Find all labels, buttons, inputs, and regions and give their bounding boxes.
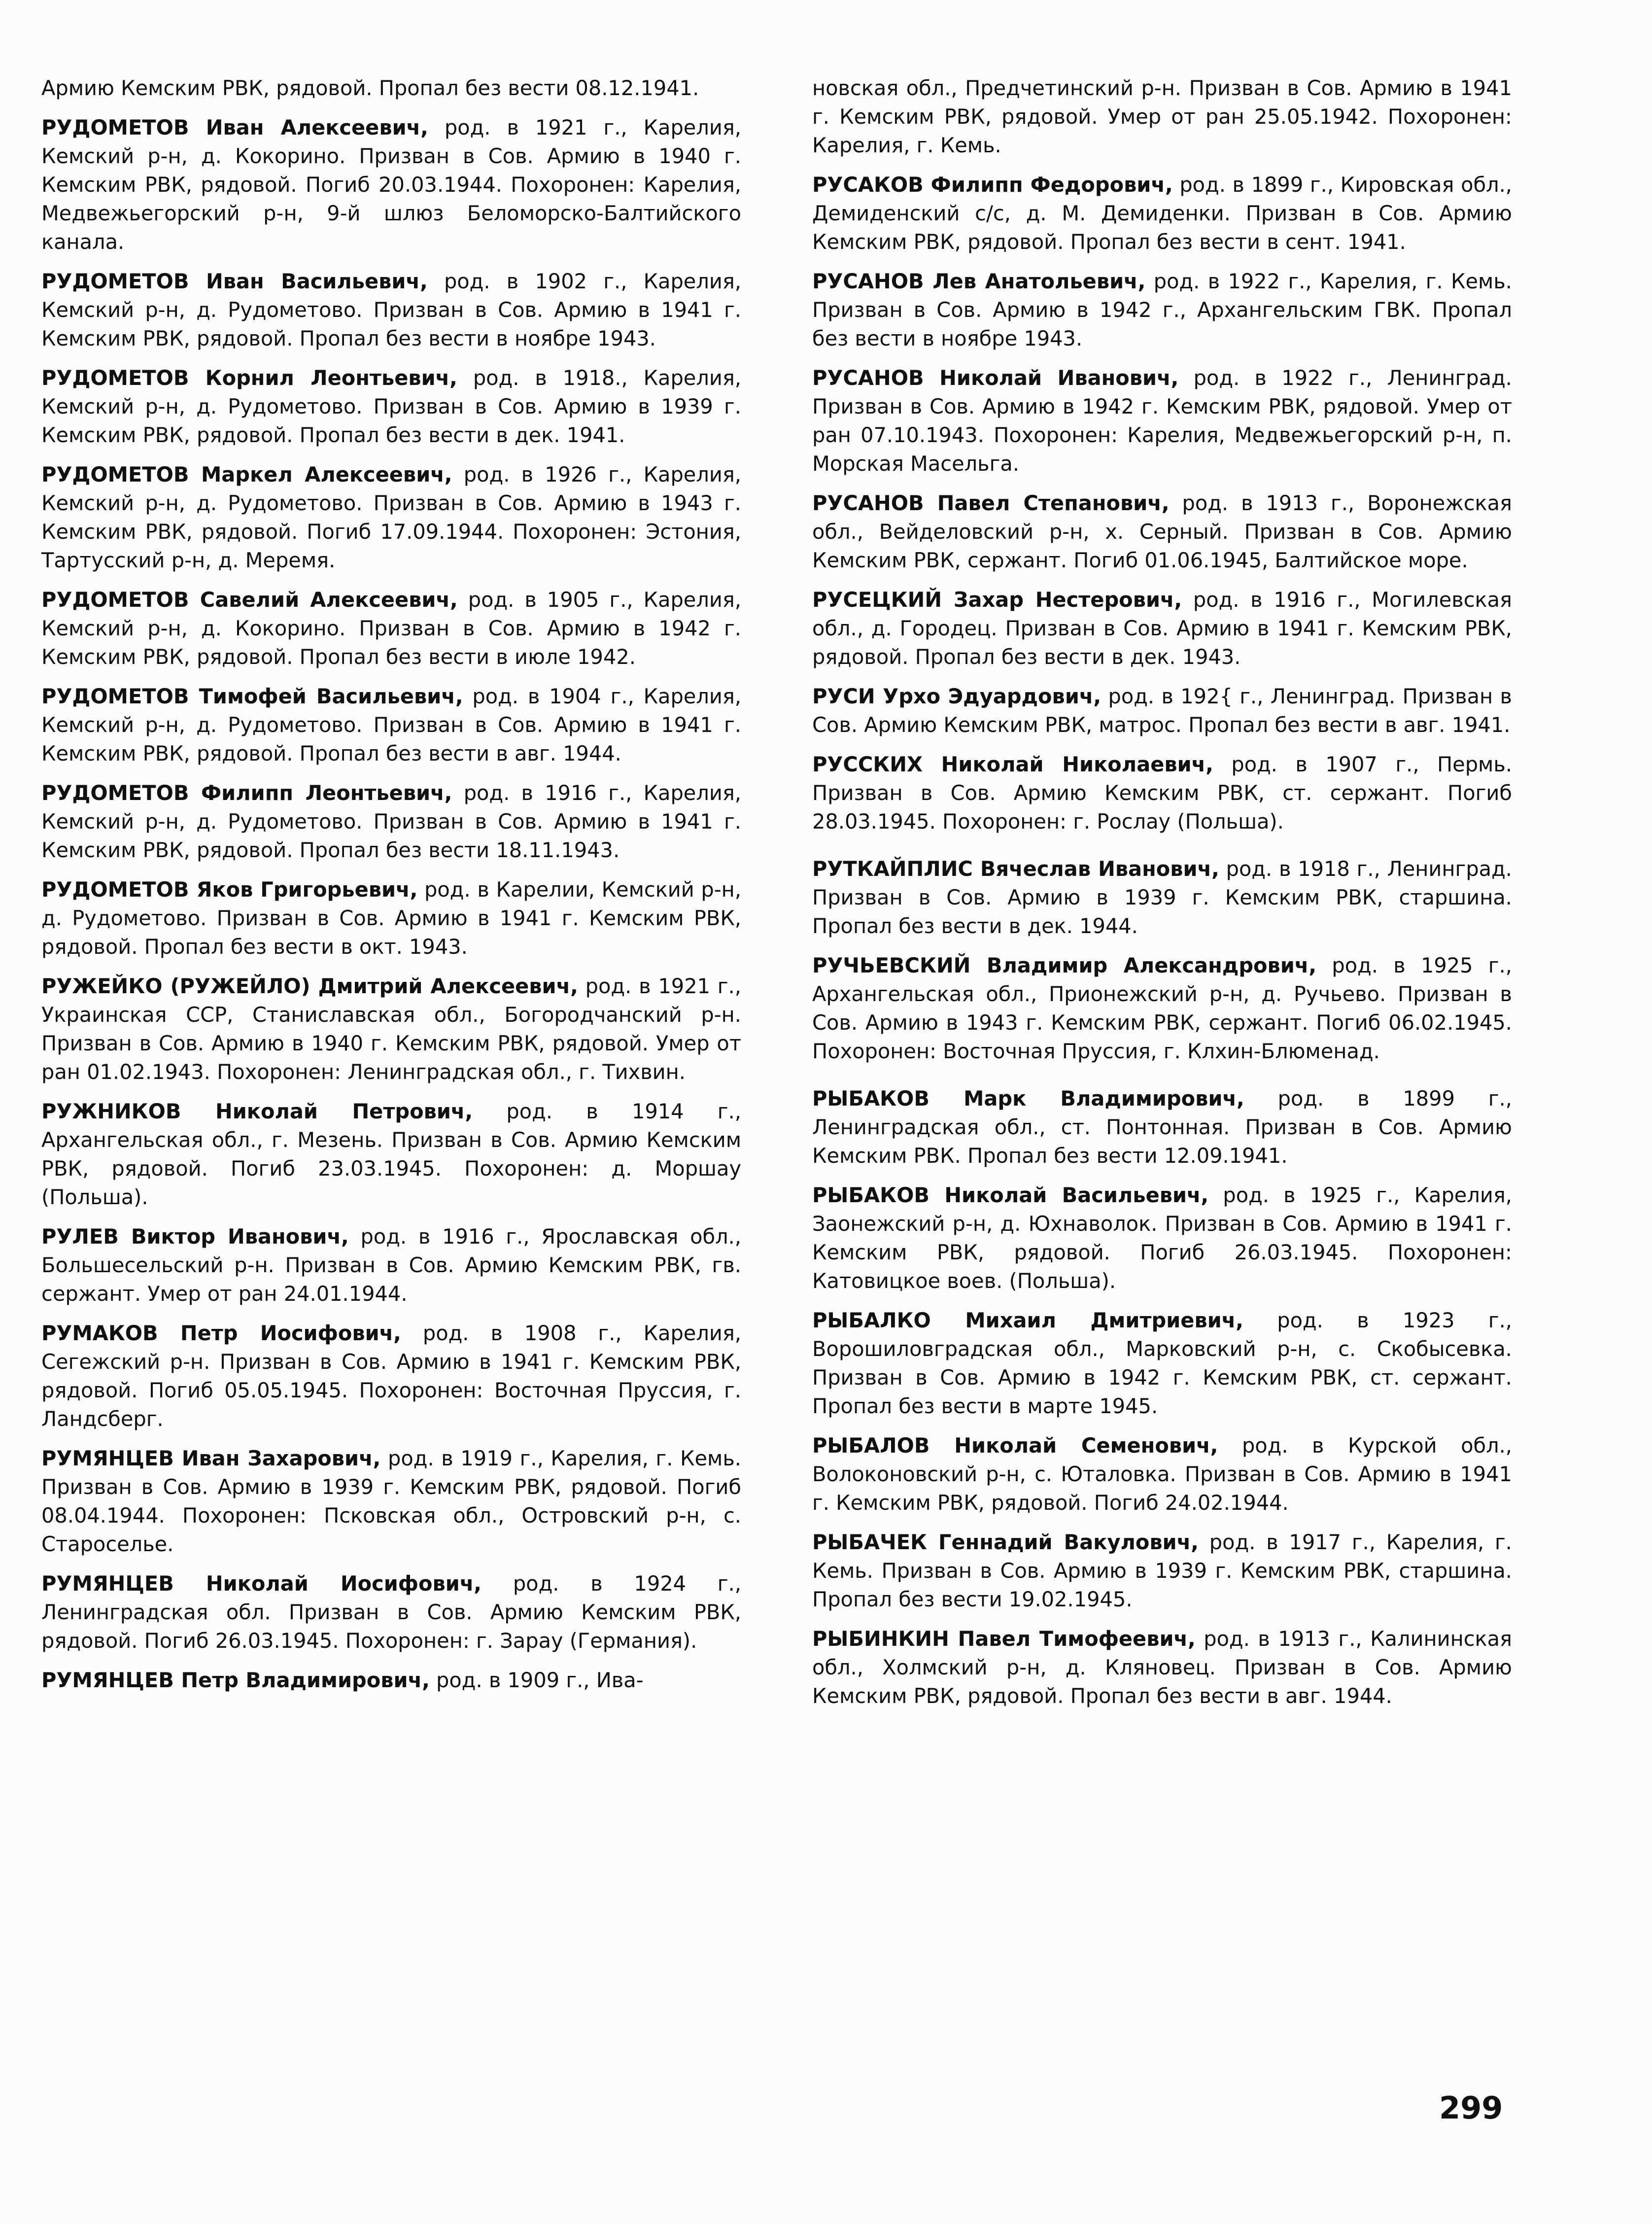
entry-name: РУМЯНЦЕВ Иван Захарович, bbox=[41, 1446, 381, 1470]
entry-name: РУСАКОВ Филипп Федорович, bbox=[812, 173, 1173, 197]
entry bbox=[812, 171, 1512, 256]
entry-text: род. в 1905 г., Карелия, Кемский р-н, д. Кокорино. Призван в Сов. Армию в 1942 г. Кемским РВК, рядовой. Пропал без вести в июле 1942. bbox=[41, 588, 741, 669]
entry bbox=[812, 364, 1512, 478]
entry bbox=[812, 1181, 1512, 1295]
entry-name: РУДОМЕТОВ Маркел Алексеевич, bbox=[41, 462, 452, 486]
entry-text: род. в 1921 г., Карелия, Кемский р-н, д. Кокорино. Призван в Сов. Армию в 1940 г. Кемским РВК, рядовой. Погиб 20.03.1944. Похоронен: Карелия, Медвежьегорский р-н, 9-й шлюз Беломорско-Балтийского канала. bbox=[41, 115, 741, 254]
entry bbox=[41, 113, 741, 256]
entry bbox=[812, 855, 1512, 940]
entry-text: род. в 1914 г., Архангельская обл., г. Мезень. Призван в Сов. Армию Кемским РВК, рядовой. Погиб 23.03.1945. Похоронен: д. Моршау (Польша). bbox=[41, 1099, 741, 1209]
entry-name: РУДОМЕТОВ Савелий Алексеевич, bbox=[41, 588, 458, 612]
entry-name: РУСАНОВ Лев Анатольевич, bbox=[812, 269, 1146, 293]
entry-name: РУДОМЕТОВ Тимофей Васильевич, bbox=[41, 684, 463, 708]
entry-text: род. в 1916 г., Ярославская обл., Большесельский р-н. Призван в Сов. Армию Кемским РВК, гв. сержант. Умер от ран 24.01.1944. bbox=[41, 1224, 741, 1306]
entry-text: род. в 1904 г., Карелия, Кемский р-н, д. Рудометово. Призван в Сов. Армию в 1941 г. Кемским РВК, рядовой. Пропал без вести в авг. 1944. bbox=[41, 684, 741, 765]
entry-name: РЫБИНКИН Павел Тимофеевич, bbox=[812, 1627, 1196, 1651]
entry bbox=[41, 779, 741, 865]
page-number: 299 bbox=[1439, 2090, 1503, 2126]
entry-name: РУСИ Урхо Эдуардович, bbox=[812, 684, 1101, 708]
entry-name: РУДОМЕТОВ Иван Васильевич, bbox=[41, 269, 428, 293]
entry-text: род. в 1917 г., Карелия, г. Кемь. Призван в Сов. Армию в 1939 г. Кемским РВК, старшина. Пропал без вести 19.02.1945. bbox=[812, 1530, 1512, 1611]
entry-text: род. в 1913 г., Калининская обл., Холмский р-н, д. Кляновец. Призван в Сов. Армию Кемским РВК, рядовой. Пропал без вести в авг. 1944. bbox=[812, 1627, 1512, 1708]
entry-text: род. в 1918., Карелия, Кемский р-н, д. Рудометово. Призван в Сов. Армию в 1939 г. Кемским РВК, рядовой. Пропал без вести в дек. 1941. bbox=[41, 366, 741, 447]
entry bbox=[41, 682, 741, 768]
entry-text: Армию Кемским РВК, рядовой. Пропал без вести 08.12.1941. bbox=[41, 76, 699, 100]
entry-name: РУМАКОВ Петр Иосифович, bbox=[41, 1321, 401, 1345]
entry-name: РУЖЕЙКО (РУЖЕЙЛО) Дмитрий Алексеевич, bbox=[41, 974, 578, 998]
entry-text: род. в Курской обл., Волоконовский р-н, с. Юталовка. Призван в Сов. Армию в 1941 г. Кемским РВК, рядовой. Погиб 24.02.1944. bbox=[812, 1433, 1512, 1515]
entry-name: РУМЯНЦЕВ Николай Иосифович, bbox=[41, 1571, 482, 1596]
left-column bbox=[41, 74, 741, 1705]
entry-name: РУСАНОВ Николай Иванович, bbox=[812, 366, 1179, 390]
entry-text: род. в 1916 г., Могилевская обл., д. Городец. Призван в Сов. Армию в 1941 г. Кемским РВК, рядовой. Пропал без вести в дек. 1943. bbox=[812, 588, 1512, 669]
entry bbox=[812, 951, 1512, 1066]
entry-name: РУДОМЕТОВ Филипп Леонтьевич, bbox=[41, 781, 452, 805]
entry-name: РЫБАКОВ Николай Васильевич, bbox=[812, 1183, 1209, 1207]
entry-text: род. в 1916 г., Карелия, Кемский р-н, д. Рудометово. Призван в Сов. Армию в 1941 г. Кемским РВК, рядовой. Пропал без вести 18.11.1943. bbox=[41, 781, 741, 862]
entry-text: род. в 1924 г., Ленинградская обл. Призван в Сов. Армию Кемским РВК, рядовой. Погиб 26.03.1945. Похоронен: г. Зарау (Германия). bbox=[41, 1571, 741, 1653]
entry-name: РЫБАЛКО Михаил Дмитриевич, bbox=[812, 1308, 1244, 1332]
entry bbox=[41, 586, 741, 671]
entry-text: род. в 1907 г., Пермь. Призван в Сов. Армию Кемским РВК, ст. сержант. Погиб 28.03.1945. Похоронен: г. Рослау (Польша). bbox=[812, 752, 1513, 834]
entry-name: РУЖНИКОВ Николай Петрович, bbox=[41, 1099, 473, 1123]
entry-name: РУДОМЕТОВ Иван Алексеевич, bbox=[41, 115, 428, 139]
entry-name: РУДОМЕТОВ Корнил Леонтьевич, bbox=[41, 366, 457, 390]
entry-text: род. в 1926 г., Карелия, Кемский р-н, д. Рудометово. Призван в Сов. Армию в 1943 г. Кемским РВК, рядовой. Погиб 17.09.1944. Похоронен: Эстония, Тартусский р-н, д. Меремя. bbox=[41, 462, 741, 572]
entry-text: род. в 1899 г., Кировская обл., Демиденский с/с, д. М. Демиденки. Призван в Сов. Армию Кемским РВК, рядовой. Пропал без вести в сент. 1941. bbox=[812, 173, 1512, 254]
entry bbox=[41, 1319, 741, 1433]
entry-name: РУЧЬЕВСКИЙ Владимир Александрович, bbox=[812, 953, 1317, 977]
entry bbox=[41, 1569, 741, 1655]
entry bbox=[41, 364, 741, 450]
entry-name: РЫБАКОВ Марк Владимирович, bbox=[812, 1086, 1244, 1111]
entry-name: РУТКАЙПЛИС Вячеслав Иванович, bbox=[812, 857, 1219, 881]
entry bbox=[41, 1666, 741, 1695]
entry bbox=[41, 74, 741, 103]
entry bbox=[812, 1431, 1512, 1517]
entry-text: род. в 1925 г., Карелия, Заонежский р-н, д. Юхнаволок. Призван в Сов. Армию в 1941 г. Кемским РВК, рядовой. Погиб 26.03.1945. Похоронен: Катовицкое воев. (Польша). bbox=[812, 1183, 1512, 1293]
entry-name: РУСЕЦКИЙ Захар Нестерович, bbox=[812, 588, 1182, 612]
entry-name: РУДОМЕТОВ Яков Григорьевич, bbox=[41, 877, 418, 902]
entry bbox=[812, 267, 1512, 353]
entry-text: род. в 1922 г., Карелия, г. Кемь. Призван в Сов. Армию в 1942 г., Архангельским ГВК. Пропал без вести в ноябре 1943. bbox=[812, 269, 1512, 350]
entry-name: РУЛЕВ Виктор Иванович, bbox=[41, 1224, 349, 1249]
entry bbox=[812, 586, 1512, 671]
right-column bbox=[812, 74, 1512, 1721]
entry bbox=[41, 1222, 741, 1308]
entry bbox=[41, 972, 741, 1086]
entry-text: род. в Карелии, Кемский р-н, д. Рудометово. Призван в Сов. Армию в 1941 г. Кемским РВК, рядовой. Пропал без вести в окт. 1943. bbox=[41, 877, 742, 959]
entry-text: род. в 1922 г., Ленинград. Призван в Сов. Армию в 1942 г. Кемским РВК, рядовой. Умер от ран 07.10.1943. Похоронен: Карелия, Медвежьегорский р-н, п. Морская Масельга. bbox=[812, 366, 1512, 476]
entry-name: РУСАНОВ Павел Степанович, bbox=[812, 491, 1170, 515]
entry-text: род. в 1925 г., Архангельская обл., Прионежский р-н, д. Ручьево. Призван в Сов. Армию в 1943 г. Кемским РВК, сержант. Погиб 06.02.1945. Похоронен: Восточная Пруссия, г. Клхин-Блюменад. bbox=[812, 953, 1512, 1063]
entry bbox=[812, 1528, 1512, 1614]
entry bbox=[812, 750, 1512, 836]
entry-text: род. в 1908 г., Карелия, Сегежский р-н. Призван в Сов. Армию в 1941 г. Кемским РВК, рядовой. Погиб 05.05.1945. Похоронен: Восточная Пруссия, г. Ландсберг. bbox=[41, 1321, 741, 1431]
entry-text: род. в 1913 г., Воронежская обл., Вейделовский р-н, х. Серный. Призван в Сов. Армию Кемским РВК, сержант. Погиб 01.06.1945, Балтийское море. bbox=[812, 491, 1512, 572]
entry-text: род. в 192{ г., Ленинград. Призван в Сов. Армию Кемским РВК, матрос. Пропал без вести в авг. 1941. bbox=[812, 684, 1512, 737]
entry bbox=[812, 1306, 1512, 1421]
entry-text: род. в 1919 г., Карелия, г. Кемь. Призван в Сов. Армию в 1939 г. Кемским РВК, рядовой. Погиб 08.04.1944. Похоронен: Псковская обл., Островский р-н, с. Староселье. bbox=[41, 1446, 741, 1556]
entry-text: род. в 1909 г., Ива- bbox=[429, 1668, 644, 1692]
entry-name: РУССКИХ Николай Николаевич, bbox=[812, 752, 1213, 776]
entry bbox=[41, 1444, 741, 1559]
entry-name: РУМЯНЦЕВ Петр Владимирович, bbox=[41, 1668, 430, 1692]
entry bbox=[41, 267, 741, 353]
entry bbox=[812, 1084, 1512, 1170]
entry-text: род. в 1902 г., Карелия, Кемский р-н, д. Рудометово. Призван в Сов. Армию в 1941 г. Кемским РВК, рядовой. Пропал без вести в ноябре 1943. bbox=[41, 269, 741, 350]
entry-text: новская обл., Предчетинский р-н. Призван в Сов. Армию в 1941 г. Кемским РВК, рядовой. Умер от ран 25.05.1942. Похоронен: Карелия, г. Кемь. bbox=[812, 76, 1512, 157]
entry-name: РЫБАЧЕК Геннадий Вакулович, bbox=[812, 1530, 1199, 1554]
entry bbox=[812, 682, 1512, 739]
entry-text: род. в 1923 г., Ворошиловградская обл., Марковский р-н, с. Скобысевка. Призван в Сов. Армию в 1942 г. Кемским РВК, ст. сержант. Пропал без вести в марте 1945. bbox=[812, 1308, 1512, 1418]
entry-name: РЫБАЛОВ Николай Семенович, bbox=[812, 1433, 1218, 1458]
entry bbox=[41, 1097, 741, 1212]
entry-text: род. в 1899 г., Ленинградская обл., ст. Понтонная. Призван в Сов. Армию Кемским РВК. Пропал без вести 12.09.1941. bbox=[812, 1086, 1512, 1168]
entry-text: род. в 1921 г., Украинская ССР, Станиславская обл., Богородчанский р-н. Призван в Сов. Армию в 1940 г. Кемским РВК, рядовой. Умер от ран 01.02.1943. Похоронен: Ленинградская обл., г. Тихвин. bbox=[41, 974, 741, 1084]
entry bbox=[812, 489, 1512, 575]
entry bbox=[812, 74, 1512, 160]
entry bbox=[41, 875, 741, 961]
entry bbox=[41, 460, 741, 575]
entry bbox=[812, 1625, 1512, 1710]
entry-text: род. в 1918 г., Ленинград. Призван в Сов. Армию в 1939 г. Кемским РВК, старшина. Пропал без вести в дек. 1944. bbox=[812, 857, 1512, 938]
